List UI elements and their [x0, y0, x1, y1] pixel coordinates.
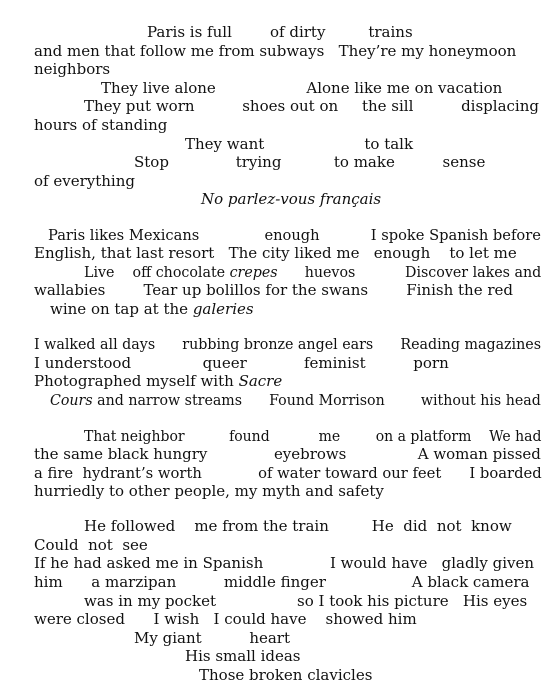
poem-line — [50, 300, 254, 318]
poem-text: Paris is full of dirty trains — [147, 23, 413, 41]
poem-text: hurriedly to other people, my myth and safety — [34, 482, 384, 500]
poem-line — [50, 391, 541, 409]
poem-text: of everything — [34, 172, 135, 190]
poem-line — [34, 445, 541, 463]
poem-text: He followed me from the train He did not know — [84, 517, 512, 535]
poem-text: They want to talk — [185, 135, 414, 153]
poem-line — [185, 135, 413, 153]
poem-line — [101, 79, 502, 97]
poem-text: Stop trying to make sense — [134, 153, 486, 171]
poem-text: They live alone Alone like me on vacation — [101, 79, 503, 97]
poem-line — [84, 592, 527, 610]
poem-text: That neighbor found me on a platform We had — [84, 427, 542, 445]
poem-line — [34, 244, 517, 262]
poem-line — [34, 610, 417, 628]
poem-text: My giant heart — [134, 629, 290, 647]
poem-line — [199, 666, 372, 684]
italic-text: galeries — [192, 300, 254, 318]
poem-text: wallabies Tear up bolillos for the swans Finish the red — [34, 281, 513, 299]
poem-line — [34, 482, 384, 500]
poem-line — [34, 536, 148, 554]
poem-line — [134, 629, 290, 647]
poem-line — [48, 226, 541, 244]
poem-text: Paris likes Mexicans enough I spoke Spanish before — [48, 226, 541, 244]
poem-line — [34, 60, 110, 78]
poem-line — [34, 42, 516, 60]
poem-text: Could not see — [34, 536, 148, 554]
poem-text: and men that follow me from subways They’re my honeymoon — [34, 42, 517, 60]
poem-line — [34, 464, 542, 482]
poem-line — [34, 372, 282, 390]
poem-text: were closed I wish I could have showed him — [34, 610, 417, 628]
poem-text: If he had asked me in Spanish I would have gladly given — [34, 554, 535, 572]
poem-text: and narrow streams Found Morrison without his head — [92, 391, 541, 409]
poem-line — [147, 23, 413, 41]
poem-text: was in my pocket so I took his picture His eyes — [84, 592, 528, 610]
poem-line — [34, 335, 541, 353]
poem-text: huevos Discover lakes and — [277, 263, 542, 281]
italic-text: Sacre — [238, 372, 283, 390]
poem-line — [201, 190, 381, 208]
poem-line — [34, 281, 513, 299]
poem-text: I understood queer feminist porn — [34, 354, 449, 372]
poem-text: They put worn shoes out on the sill displacing — [84, 97, 539, 115]
poem-line — [84, 263, 541, 281]
poem-line — [34, 172, 135, 190]
poem-line — [84, 427, 541, 445]
poem-text: Those broken clavicles — [199, 666, 373, 684]
poem-line — [34, 573, 530, 591]
poem-text: Photographed myself with — [34, 372, 239, 390]
italic-text: Cours — [50, 391, 93, 409]
poem-text: His small ideas — [185, 647, 301, 665]
poem-line — [34, 116, 167, 134]
poem-text: hours of standing — [34, 116, 168, 134]
poem-line — [134, 153, 485, 171]
poem-line — [34, 354, 449, 372]
italic-text: No parlez-vous français — [201, 190, 382, 208]
poem-text: the same black hungry eyebrows A woman pissed — [34, 445, 541, 463]
poem-text: English, that last resort The city liked me enough to let me — [34, 244, 517, 262]
poem-text: wine on tap at the — [50, 300, 193, 318]
poem-text: Live off chocolate — [84, 263, 230, 281]
poem-text: neighbors — [34, 60, 111, 78]
poem-line — [84, 517, 512, 535]
poem-text: a fire hydrant’s worth of water toward our feet I boarded — [34, 464, 542, 482]
poem-line — [34, 554, 534, 572]
italic-text: crepes — [229, 263, 278, 281]
poem-line — [185, 647, 301, 665]
poem-text: I walked all days rubbing bronze angel ears Reading magazines — [34, 335, 542, 353]
poem-text: him a marzipan middle finger A black camera — [34, 573, 530, 591]
poem-line — [84, 97, 539, 115]
